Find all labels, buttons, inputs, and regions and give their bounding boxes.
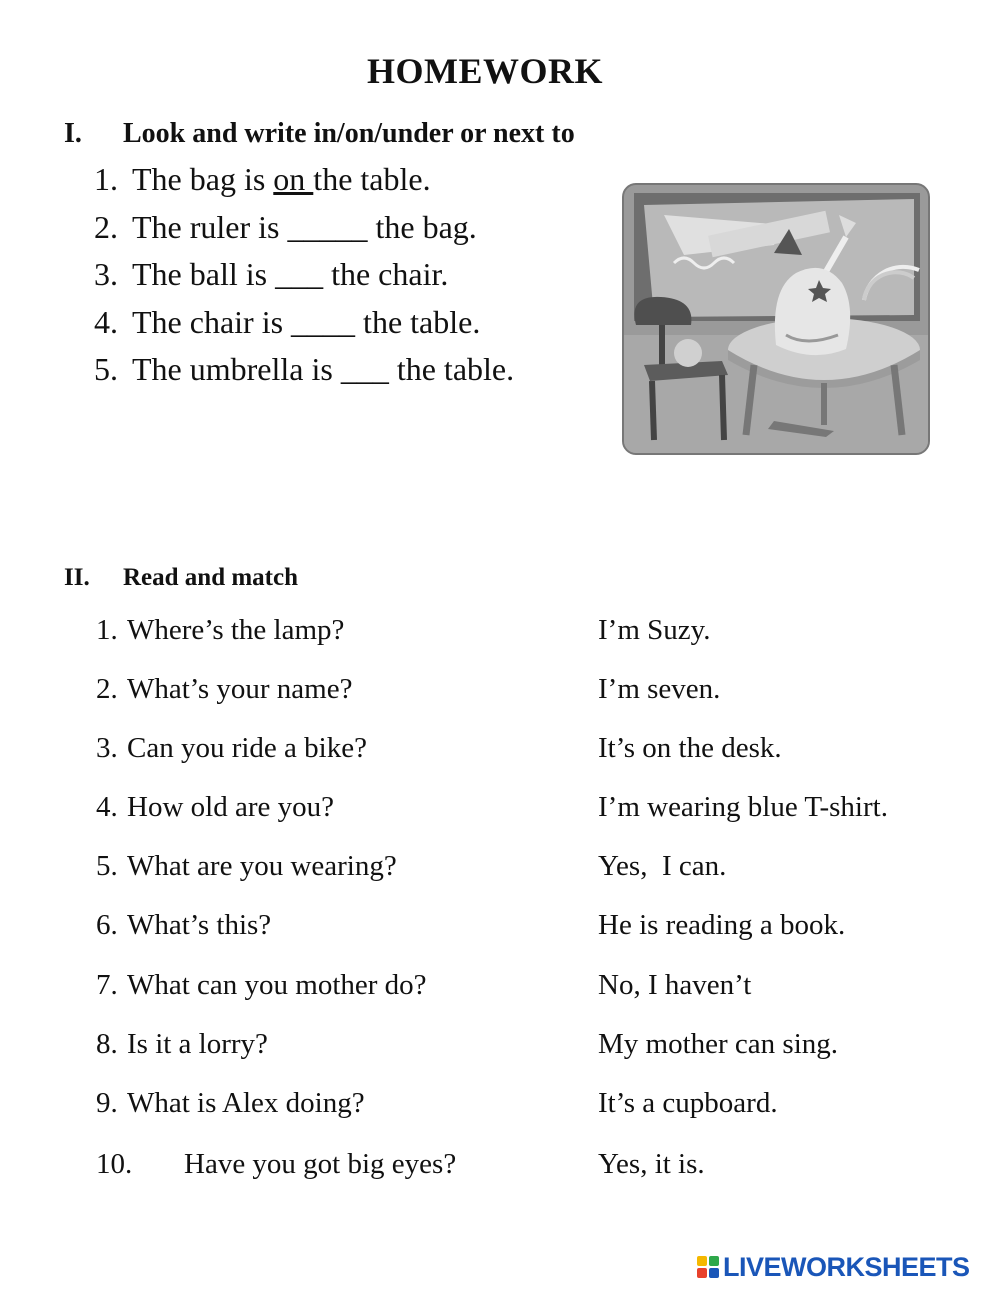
liveworksheets-logo-icon [697, 1256, 719, 1278]
question-text: Have you got big eyes? [184, 1148, 457, 1180]
item-text-after: the table. [355, 303, 481, 340]
question-row[interactable] [96, 1085, 365, 1121]
question-number: 6. [96, 909, 118, 941]
question-number: 7. [96, 969, 118, 1001]
answer-option[interactable]: I’m Suzy. [598, 614, 711, 646]
answer-option[interactable]: It’s on the desk. [598, 732, 782, 764]
item-text-after: the table. [313, 161, 431, 197]
answer-option[interactable]: Yes, it is. [598, 1148, 705, 1180]
question-row[interactable] [96, 967, 427, 1003]
item-number: 2. [94, 208, 118, 245]
question-text: What are you wearing? [127, 850, 397, 882]
question-text: Is it a lorry? [127, 1028, 268, 1060]
item-text-after: the table. [388, 351, 515, 387]
fill-in-item [94, 348, 514, 396]
section-2-heading [64, 564, 298, 592]
question-row[interactable] [96, 671, 352, 707]
item-text-after: the bag. [367, 208, 477, 245]
question-row[interactable] [96, 612, 344, 648]
classroom-scene-illustration [622, 183, 930, 455]
item-number: 1. [94, 161, 118, 197]
answer-blank[interactable]: _____ [287, 208, 368, 245]
question-number: 10. [96, 1148, 133, 1180]
question-number: 5. [96, 850, 118, 882]
answer-option[interactable]: He is reading a book. [598, 909, 846, 941]
answer-option[interactable]: No, I haven’t [598, 969, 752, 1001]
question-row[interactable] [96, 848, 397, 884]
answer-option[interactable]: I’m seven. [598, 673, 721, 705]
question-number: 9. [96, 1087, 118, 1119]
item-text-after: the chair. [323, 256, 449, 292]
item-text-before: The umbrella is [132, 351, 341, 387]
item-number: 3. [94, 256, 118, 292]
question-row[interactable] [96, 1026, 268, 1062]
answer-blank[interactable]: ___ [340, 351, 389, 387]
answer-blank[interactable]: ___ [275, 256, 324, 292]
brand-name: LIVEWORKSHEETS [723, 1251, 970, 1282]
logo-square [697, 1256, 707, 1266]
question-row[interactable] [96, 1146, 456, 1182]
liveworksheets-brand [697, 1252, 970, 1282]
item-text-before: The ruler is [132, 208, 288, 245]
fill-in-list [94, 158, 514, 396]
item-number: 5. [94, 351, 118, 387]
classroom-scene-drawing [624, 185, 928, 453]
question-number: 3. [96, 732, 118, 764]
fill-in-item [94, 158, 514, 206]
question-text: Where’s the lamp? [127, 614, 345, 646]
question-text: What’s this? [127, 909, 272, 941]
question-number: 1. [96, 614, 118, 646]
section-2-number: II. [64, 564, 90, 591]
section-1-heading [64, 118, 575, 150]
answer-blank[interactable]: ____ [291, 303, 356, 340]
answer-option[interactable]: My mother can sing. [598, 1028, 839, 1060]
answer-option[interactable]: I’m wearing blue T-shirt. [598, 791, 888, 823]
question-number: 8. [96, 1028, 118, 1060]
logo-square [709, 1268, 719, 1278]
question-number: 2. [96, 673, 118, 705]
item-text-before: The bag is [132, 161, 274, 197]
question-text: What is Alex doing? [127, 1087, 365, 1119]
question-text: What’s your name? [127, 673, 353, 705]
ball [674, 339, 702, 367]
question-number: 4. [96, 791, 118, 823]
page-title: HOMEWORK [367, 51, 603, 91]
answer-option[interactable]: It’s a cupboard. [598, 1087, 778, 1119]
fill-in-item [94, 301, 514, 349]
fill-in-item [94, 253, 514, 301]
question-text: What can you mother do? [127, 969, 427, 1001]
logo-square [709, 1256, 719, 1266]
item-text-before: The ball is [132, 256, 276, 292]
section-2-title: Read and match [123, 564, 299, 591]
item-text-before: The chair is [132, 303, 292, 340]
fill-in-item [94, 206, 514, 254]
answer-option[interactable]: Yes, I can. [598, 850, 727, 882]
question-row[interactable] [96, 907, 271, 943]
question-text: How old are you? [127, 791, 334, 823]
question-text: Can you ride a bike? [127, 732, 367, 764]
section-1-title: Look and write in/on/under or next to [123, 118, 575, 149]
logo-square [697, 1268, 707, 1278]
item-number: 4. [94, 303, 118, 340]
question-row[interactable] [96, 789, 334, 825]
answer-blank[interactable]: on [273, 161, 314, 197]
question-row[interactable] [96, 730, 367, 766]
section-1-number: I. [64, 118, 82, 149]
